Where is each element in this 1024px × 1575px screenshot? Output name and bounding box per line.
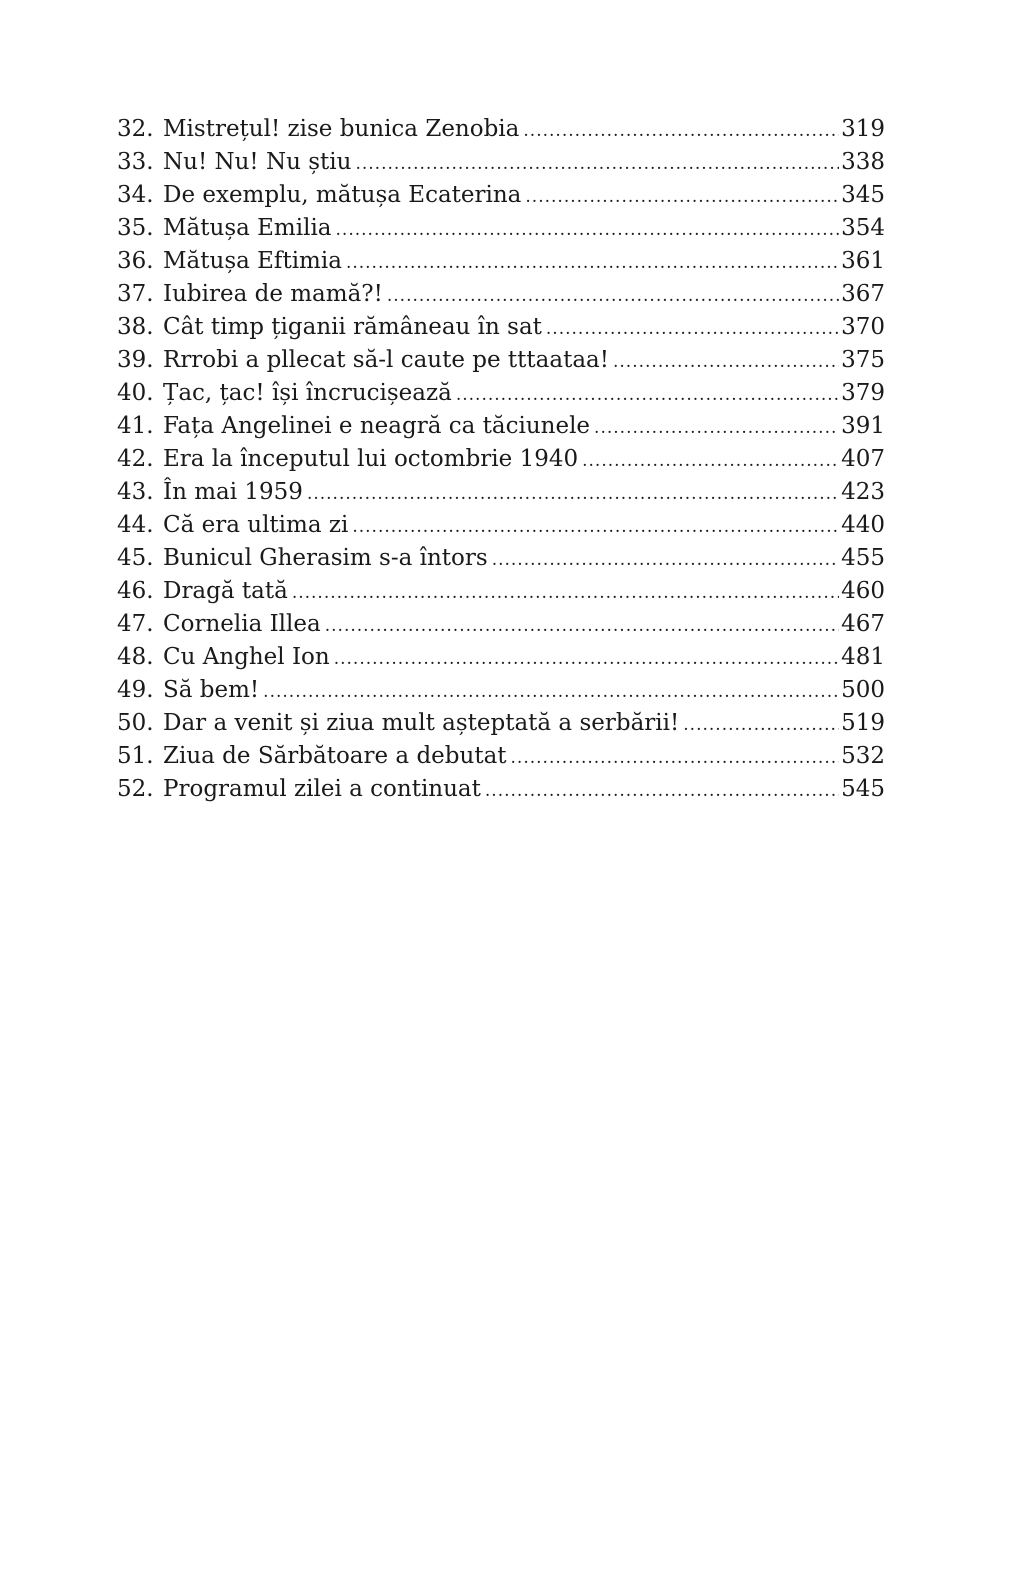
dot-leader xyxy=(263,676,839,709)
chapter-number: 49. xyxy=(117,677,154,703)
page-number: 481 xyxy=(841,644,885,670)
dot-leader xyxy=(307,478,839,511)
toc-entry xyxy=(117,344,885,377)
page-number: 367 xyxy=(841,281,885,307)
chapter-number: 43. xyxy=(117,479,154,505)
chapter-number: 47. xyxy=(117,611,154,637)
chapter-title: Țac, țac! își încrucișează xyxy=(163,380,452,406)
chapter-title: Mistrețul! zise bunica Zenobia xyxy=(163,116,520,142)
chapter-number: 33. xyxy=(117,149,154,175)
page-number: 370 xyxy=(841,314,885,340)
chapter-number: 36. xyxy=(117,248,154,274)
chapter-title: Nu! Nu! Nu știu xyxy=(163,149,352,175)
dot-leader xyxy=(485,775,839,808)
dot-leader xyxy=(456,379,839,412)
chapter-title: Să bem! xyxy=(163,677,260,703)
chapter-number: 44. xyxy=(117,512,154,538)
chapter-number: 50. xyxy=(117,710,154,736)
toc-entry xyxy=(117,212,885,245)
chapter-number: 39. xyxy=(117,347,154,373)
chapter-number: 48. xyxy=(117,644,154,670)
toc-entry xyxy=(117,674,885,707)
chapter-number: 45. xyxy=(117,545,154,571)
page-number: 375 xyxy=(841,347,885,373)
page-number: 423 xyxy=(841,479,885,505)
dot-leader xyxy=(525,181,839,214)
toc-entry xyxy=(117,245,885,278)
dot-leader xyxy=(511,742,840,775)
toc-entry xyxy=(117,542,885,575)
chapter-title: Iubirea de mamă?! xyxy=(163,281,383,307)
toc-entry xyxy=(117,311,885,344)
toc-entry xyxy=(117,443,885,476)
dot-leader xyxy=(334,643,839,676)
toc-entry xyxy=(117,509,885,542)
toc-entry xyxy=(117,410,885,443)
chapter-number: 51. xyxy=(117,743,154,769)
dot-leader xyxy=(387,280,839,313)
toc-entry xyxy=(117,707,885,740)
page-number: 440 xyxy=(841,512,885,538)
chapter-title: Programul zilei a continuat xyxy=(163,776,481,802)
chapter-number: 32. xyxy=(117,116,154,142)
dot-leader xyxy=(582,445,839,478)
dot-leader xyxy=(613,346,839,379)
page-number: 361 xyxy=(841,248,885,274)
chapter-number: 41. xyxy=(117,413,154,439)
dot-leader xyxy=(523,115,839,148)
dot-leader xyxy=(594,412,839,445)
chapter-number: 35. xyxy=(117,215,154,241)
chapter-title: Rrrobi a pllecat să-l caute pe tttaataa! xyxy=(163,347,609,373)
page-number: 407 xyxy=(841,446,885,472)
dot-leader xyxy=(546,313,839,346)
page-number: 460 xyxy=(841,578,885,604)
chapter-title: Era la începutul lui octombrie 1940 xyxy=(163,446,579,472)
dot-leader xyxy=(352,511,839,544)
dot-leader xyxy=(292,577,839,610)
page-number: 319 xyxy=(841,116,885,142)
toc-entry xyxy=(117,113,885,146)
page-number: 345 xyxy=(841,182,885,208)
toc-entry xyxy=(117,575,885,608)
toc-entry xyxy=(117,278,885,311)
toc-entry xyxy=(117,773,885,806)
chapter-title: Cât timp țiganii rămâneau în sat xyxy=(163,314,542,340)
page-number: 500 xyxy=(841,677,885,703)
page-number: 379 xyxy=(841,380,885,406)
toc-entry xyxy=(117,146,885,179)
page-number: 354 xyxy=(841,215,885,241)
chapter-number: 40. xyxy=(117,380,154,406)
dot-leader xyxy=(346,247,839,280)
toc-entry xyxy=(117,179,885,212)
toc-entry xyxy=(117,377,885,410)
page-number: 455 xyxy=(841,545,885,571)
chapter-title: Că era ultima zi xyxy=(163,512,349,538)
dot-leader xyxy=(325,610,839,643)
dot-leader xyxy=(492,544,839,577)
dot-leader xyxy=(355,148,839,181)
chapter-number: 52. xyxy=(117,776,154,802)
toc-entry xyxy=(117,740,885,773)
page-number: 467 xyxy=(841,611,885,637)
dot-leader xyxy=(683,709,839,742)
chapter-title: Ziua de Sărbătoare a debutat xyxy=(163,743,507,769)
page-number: 519 xyxy=(841,710,885,736)
chapter-number: 37. xyxy=(117,281,154,307)
page-number: 391 xyxy=(841,413,885,439)
page-number: 338 xyxy=(841,149,885,175)
chapter-title: De exemplu, mătușa Ecaterina xyxy=(163,182,522,208)
page-number: 532 xyxy=(841,743,885,769)
chapter-title: În mai 1959 xyxy=(163,479,303,505)
chapter-title: Dragă tată xyxy=(163,578,288,604)
chapter-title: Cornelia Illea xyxy=(163,611,321,637)
chapter-title: Cu Anghel Ion xyxy=(163,644,330,670)
toc-entry xyxy=(117,476,885,509)
page-number: 545 xyxy=(841,776,885,802)
chapter-number: 34. xyxy=(117,182,154,208)
chapter-title: Dar a venit și ziua mult așteptată a serbării! xyxy=(163,710,680,736)
chapter-number: 42. xyxy=(117,446,154,472)
chapter-title: Mătușa Emilia xyxy=(163,215,332,241)
chapter-number: 38. xyxy=(117,314,154,340)
table-of-contents xyxy=(117,113,885,806)
toc-entry xyxy=(117,608,885,641)
dot-leader xyxy=(336,214,840,247)
chapter-title: Mătușa Eftimia xyxy=(163,248,342,274)
chapter-number: 46. xyxy=(117,578,154,604)
toc-entry xyxy=(117,641,885,674)
chapter-title: Bunicul Gherasim s-a întors xyxy=(163,545,488,571)
chapter-title: Fața Angelinei e neagră ca tăciunele xyxy=(163,413,591,439)
